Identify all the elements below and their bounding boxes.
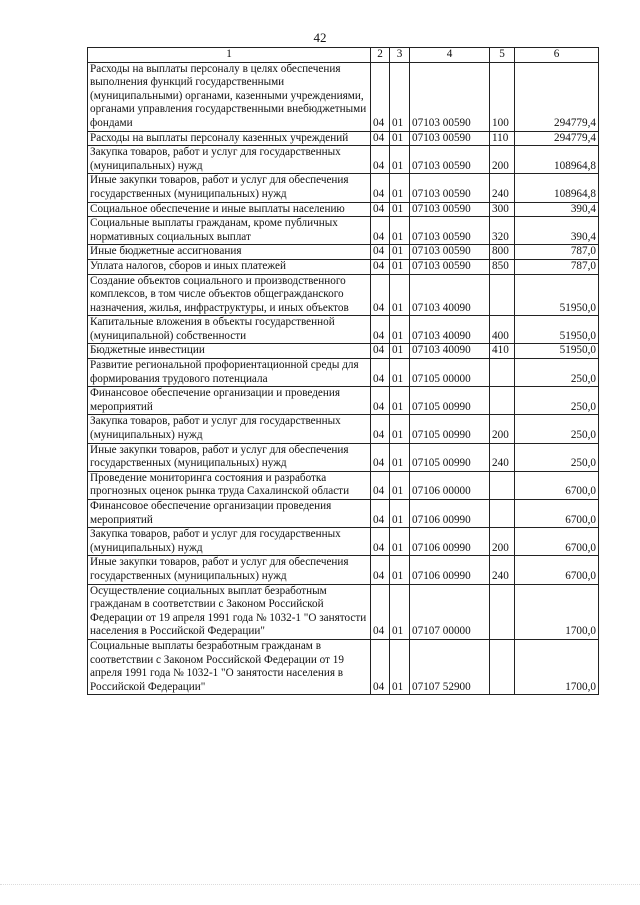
expense-type-cell: 240 xyxy=(490,556,515,584)
table-header-row xyxy=(88,48,599,63)
section-code-cell: 04 xyxy=(371,528,390,556)
subsection-code-cell: 01 xyxy=(390,471,410,499)
row-name-cell: Социальное обеспечение и иные выплаты населению xyxy=(88,202,371,217)
row-name-cell: Социальные выплаты гражданам, кроме публичных нормативных социальных выплат xyxy=(88,217,371,245)
table-row xyxy=(88,639,599,694)
target-article-cell: 07106 00990 xyxy=(410,528,490,556)
table-row xyxy=(88,174,599,202)
row-name-cell: Финансовое обеспечение организации проведения мероприятий xyxy=(88,500,371,528)
expense-type-cell: 320 xyxy=(490,217,515,245)
table-row xyxy=(88,131,599,146)
amount-cell: 6700,0 xyxy=(515,500,599,528)
target-article-cell: 07103 00590 xyxy=(410,62,490,131)
subsection-code-cell: 01 xyxy=(390,584,410,639)
row-name-cell: Иные бюджетные ассигнования xyxy=(88,245,371,260)
expense-type-cell: 240 xyxy=(490,443,515,471)
row-name-cell: Бюджетные инвестиции xyxy=(88,344,371,359)
row-name-cell: Капитальные вложения в объекты государственной (муниципальной) собственности xyxy=(88,316,371,344)
target-article-cell: 07105 00990 xyxy=(410,387,490,415)
amount-cell: 250,0 xyxy=(515,359,599,387)
target-article-cell: 07103 00590 xyxy=(410,217,490,245)
row-name-cell: Осуществление социальных выплат безработным гражданам в соответствии с Законом Российской Федерации от 19 апреля 1991 года № 1032-1 "О занятости населения в Российской Федерации" xyxy=(88,584,371,639)
expense-type-cell: 240 xyxy=(490,174,515,202)
column-header: 6 xyxy=(515,48,599,63)
section-code-cell: 04 xyxy=(371,500,390,528)
expense-type-cell: 200 xyxy=(490,528,515,556)
row-name-cell: Создание объектов социального и производственного комплексов, в том числе объектов общегражданского назначения, жилья, инфраструктуры, и иных объектов xyxy=(88,274,371,316)
target-article-cell: 07107 52900 xyxy=(410,639,490,694)
section-code-cell: 04 xyxy=(371,245,390,260)
expense-type-cell xyxy=(490,387,515,415)
target-article-cell: 07107 00000 xyxy=(410,584,490,639)
expense-type-cell: 200 xyxy=(490,415,515,443)
budget-table xyxy=(87,47,599,695)
scan-artifact xyxy=(0,884,640,891)
subsection-code-cell: 01 xyxy=(390,387,410,415)
subsection-code-cell: 01 xyxy=(390,344,410,359)
target-article-cell: 07103 40090 xyxy=(410,274,490,316)
table-row xyxy=(88,245,599,260)
subsection-code-cell: 01 xyxy=(390,528,410,556)
target-article-cell: 07103 00590 xyxy=(410,245,490,260)
table-row xyxy=(88,274,599,316)
section-code-cell: 04 xyxy=(371,415,390,443)
section-code-cell: 04 xyxy=(371,217,390,245)
amount-cell: 51950,0 xyxy=(515,316,599,344)
amount-cell: 294779,4 xyxy=(515,131,599,146)
section-code-cell: 04 xyxy=(371,146,390,174)
section-code-cell: 04 xyxy=(371,274,390,316)
amount-cell: 51950,0 xyxy=(515,344,599,359)
target-article-cell: 07106 00990 xyxy=(410,556,490,584)
target-article-cell: 07105 00990 xyxy=(410,443,490,471)
section-code-cell: 04 xyxy=(371,202,390,217)
expense-type-cell xyxy=(490,500,515,528)
subsection-code-cell: 01 xyxy=(390,259,410,274)
row-name-cell: Финансовое обеспечение организации и проведения мероприятий xyxy=(88,387,371,415)
row-name-cell: Закупка товаров, работ и услуг для государственных (муниципальных) нужд xyxy=(88,146,371,174)
target-article-cell: 07103 00590 xyxy=(410,174,490,202)
amount-cell: 6700,0 xyxy=(515,471,599,499)
subsection-code-cell: 01 xyxy=(390,274,410,316)
table-row xyxy=(88,259,599,274)
expense-type-cell: 410 xyxy=(490,344,515,359)
table-row xyxy=(88,584,599,639)
amount-cell: 250,0 xyxy=(515,415,599,443)
section-code-cell: 04 xyxy=(371,443,390,471)
table-row xyxy=(88,316,599,344)
amount-cell: 250,0 xyxy=(515,387,599,415)
table-row xyxy=(88,471,599,499)
expense-type-cell: 800 xyxy=(490,245,515,260)
section-code-cell: 04 xyxy=(371,344,390,359)
section-code-cell: 04 xyxy=(371,62,390,131)
target-article-cell: 07106 00000 xyxy=(410,471,490,499)
row-name-cell: Иные закупки товаров, работ и услуг для обеспечения государственных (муниципальных) нужд xyxy=(88,174,371,202)
column-header: 4 xyxy=(410,48,490,63)
section-code-cell: 04 xyxy=(371,471,390,499)
row-name-cell: Развитие региональной профориентационной среды для формирования трудового потенциала xyxy=(88,359,371,387)
amount-cell: 294779,4 xyxy=(515,62,599,131)
amount-cell: 108964,8 xyxy=(515,146,599,174)
subsection-code-cell: 01 xyxy=(390,415,410,443)
section-code-cell: 04 xyxy=(371,259,390,274)
expense-type-cell xyxy=(490,359,515,387)
expense-type-cell: 400 xyxy=(490,316,515,344)
target-article-cell: 07106 00990 xyxy=(410,500,490,528)
amount-cell: 390,4 xyxy=(515,202,599,217)
amount-cell: 787,0 xyxy=(515,259,599,274)
amount-cell: 1700,0 xyxy=(515,639,599,694)
row-name-cell: Расходы на выплаты персоналу в целях обеспечения выполнения функций государственными (муниципальными) органами, казенными учреждениями, органами управления государственными внебюджетными фондами xyxy=(88,62,371,131)
target-article-cell: 07103 40090 xyxy=(410,344,490,359)
row-name-cell: Уплата налогов, сборов и иных платежей xyxy=(88,259,371,274)
table-row xyxy=(88,217,599,245)
expense-type-cell xyxy=(490,639,515,694)
amount-cell: 6700,0 xyxy=(515,556,599,584)
expense-type-cell: 110 xyxy=(490,131,515,146)
amount-cell: 108964,8 xyxy=(515,174,599,202)
section-code-cell: 04 xyxy=(371,639,390,694)
table-row xyxy=(88,415,599,443)
subsection-code-cell: 01 xyxy=(390,245,410,260)
table-row xyxy=(88,359,599,387)
section-code-cell: 04 xyxy=(371,131,390,146)
column-header: 5 xyxy=(490,48,515,63)
section-code-cell: 04 xyxy=(371,316,390,344)
subsection-code-cell: 01 xyxy=(390,316,410,344)
target-article-cell: 07103 00590 xyxy=(410,202,490,217)
amount-cell: 787,0 xyxy=(515,245,599,260)
amount-cell: 250,0 xyxy=(515,443,599,471)
table-row xyxy=(88,500,599,528)
table-row xyxy=(88,202,599,217)
target-article-cell: 07103 00590 xyxy=(410,131,490,146)
table-row xyxy=(88,556,599,584)
table-row xyxy=(88,62,599,131)
subsection-code-cell: 01 xyxy=(390,217,410,245)
section-code-cell: 04 xyxy=(371,387,390,415)
subsection-code-cell: 01 xyxy=(390,639,410,694)
expense-type-cell: 850 xyxy=(490,259,515,274)
amount-cell: 390,4 xyxy=(515,217,599,245)
expense-type-cell xyxy=(490,274,515,316)
row-name-cell: Расходы на выплаты персоналу казенных учреждений xyxy=(88,131,371,146)
target-article-cell: 07105 00000 xyxy=(410,359,490,387)
amount-cell: 51950,0 xyxy=(515,274,599,316)
expense-type-cell: 200 xyxy=(490,146,515,174)
column-header: 3 xyxy=(390,48,410,63)
table-row xyxy=(88,443,599,471)
amount-cell: 1700,0 xyxy=(515,584,599,639)
subsection-code-cell: 01 xyxy=(390,556,410,584)
subsection-code-cell: 01 xyxy=(390,174,410,202)
table-row xyxy=(88,387,599,415)
target-article-cell: 07103 40090 xyxy=(410,316,490,344)
target-article-cell: 07103 00590 xyxy=(410,259,490,274)
table-row xyxy=(88,528,599,556)
page-number: 42 xyxy=(313,30,327,45)
section-code-cell: 04 xyxy=(371,556,390,584)
subsection-code-cell: 01 xyxy=(390,443,410,471)
row-name-cell: Проведение мониторинга состояния и разработка прогнозных оценок рынка труда Сахалинской области xyxy=(88,471,371,499)
amount-cell: 6700,0 xyxy=(515,528,599,556)
subsection-code-cell: 01 xyxy=(390,146,410,174)
subsection-code-cell: 01 xyxy=(390,202,410,217)
section-code-cell: 04 xyxy=(371,174,390,202)
subsection-code-cell: 01 xyxy=(390,131,410,146)
expense-type-cell: 100 xyxy=(490,62,515,131)
target-article-cell: 07105 00990 xyxy=(410,415,490,443)
section-code-cell: 04 xyxy=(371,359,390,387)
subsection-code-cell: 01 xyxy=(390,62,410,131)
table-row xyxy=(88,146,599,174)
expense-type-cell: 300 xyxy=(490,202,515,217)
subsection-code-cell: 01 xyxy=(390,500,410,528)
row-name-cell: Социальные выплаты безработным гражданам в соответствии с Законом Российской Федерации от 19 апреля 1991 года № 1032-1 "О занятости населения в Российской Федерации" xyxy=(88,639,371,694)
column-header: 1 xyxy=(88,48,371,63)
column-header: 2 xyxy=(371,48,390,63)
section-code-cell: 04 xyxy=(371,584,390,639)
target-article-cell: 07103 00590 xyxy=(410,146,490,174)
row-name-cell: Закупка товаров, работ и услуг для государственных (муниципальных) нужд xyxy=(88,528,371,556)
expense-type-cell xyxy=(490,471,515,499)
row-name-cell: Иные закупки товаров, работ и услуг для обеспечения государственных (муниципальных) нужд xyxy=(88,556,371,584)
row-name-cell: Иные закупки товаров, работ и услуг для обеспечения государственных (муниципальных) нужд xyxy=(88,443,371,471)
subsection-code-cell: 01 xyxy=(390,359,410,387)
table-row xyxy=(88,344,599,359)
expense-type-cell xyxy=(490,584,515,639)
row-name-cell: Закупка товаров, работ и услуг для государственных (муниципальных) нужд xyxy=(88,415,371,443)
